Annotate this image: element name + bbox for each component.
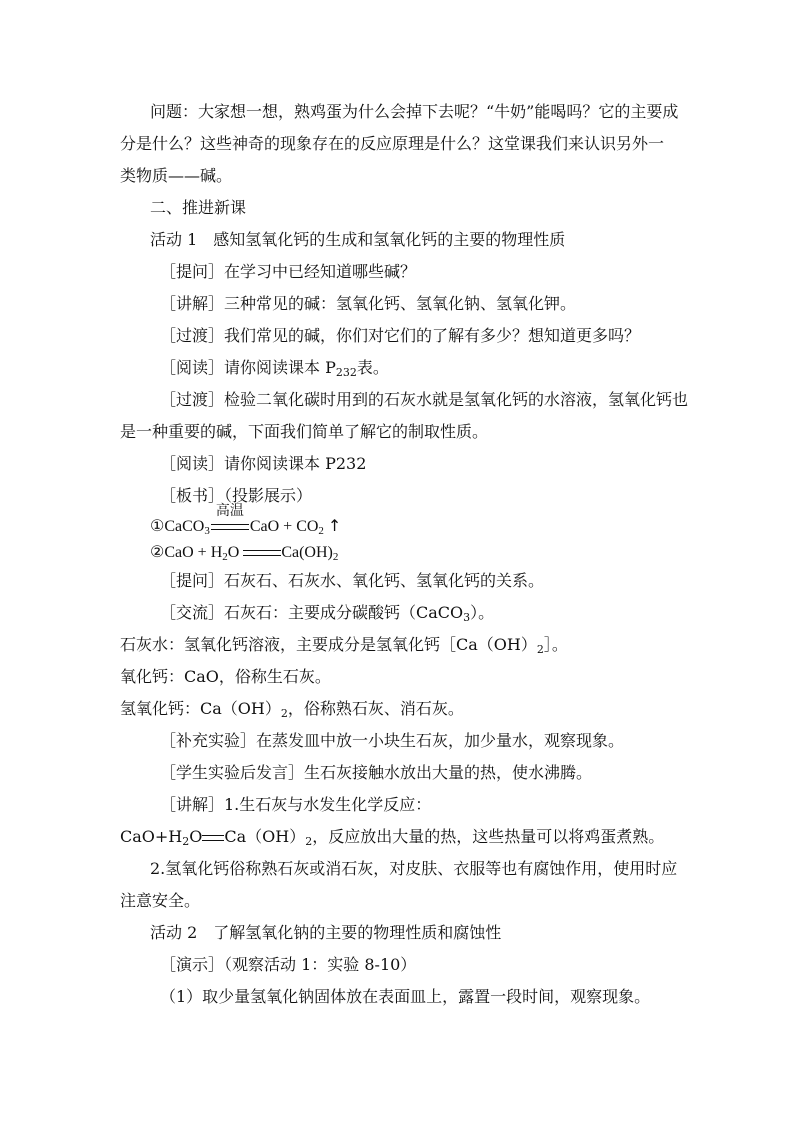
reaction-text: ，反应放出大量的热，这些热量可以将鸡蛋煮熟。	[312, 827, 665, 846]
equation-2-reactant-end: O	[227, 544, 240, 561]
calcium-hydroxide-subscript: 2	[280, 707, 288, 720]
equation-1-condition	[211, 503, 249, 537]
reaction-equals-sign	[202, 835, 224, 841]
equation-2-product-subscript: 2	[332, 551, 339, 563]
exchange-line	[160, 603, 494, 625]
equation-2-product: Ca(OH)	[281, 544, 333, 561]
exchange-text-end: ）。	[470, 603, 495, 622]
experiment-step-1: （1）取少量氢氧化钠固体放在表面皿上，露置一段时间，观察现象。	[160, 987, 651, 1006]
paragraph-question-line-3: 类物质——碱。	[120, 166, 233, 185]
transition-line: ［过渡］我们常见的碱，你们对它们的了解有多少？想知道更多吗？	[160, 326, 641, 345]
calcium-hydroxide-text-end: ，俗称熟石灰、消石灰。	[287, 699, 464, 718]
reaction-reactant-subscript: 2	[182, 835, 190, 848]
demonstration-line: ［演示］（观察活动 1：实验 8-10）	[160, 955, 417, 974]
note-line-2: 注意安全。	[120, 891, 201, 910]
transition-line-2: ［过渡］检验二氧化碳时用到的石灰水就是氢氧化钙的水溶液，氢氧化钙也	[160, 390, 689, 409]
reading-text: ［阅读］请你阅读课本 P	[160, 358, 336, 377]
reading-text-end: 表。	[356, 358, 389, 377]
equation-2-number: ②	[150, 544, 165, 561]
exchange-text: ［交流］石灰石：主要成分碳酸钙（CaCO	[160, 603, 464, 622]
student-statement-line: ［学生实验后发言］生石灰接触水放出大量的热，使水沸腾。	[160, 763, 593, 782]
equation-2	[150, 543, 338, 563]
question-line-2: ［提问］石灰石、石灰水、氧化钙、氢氧化钙的关系。	[160, 571, 545, 590]
explanation-line: ［讲解］三种常见的碱：氢氧化钙、氢氧化钠、氢氧化钾。	[160, 294, 577, 313]
equation-1-reactant-subscript: 3	[204, 525, 210, 537]
board-line: ［板书］（投影展示）	[160, 486, 313, 505]
reaction-reactant: CaO+H	[120, 827, 183, 846]
limewater-line	[120, 635, 568, 657]
calcium-hydroxide-text: 氢氧化钙：Ca（OH）	[120, 699, 281, 718]
equation-2-reactant: CaO + H	[164, 544, 223, 561]
section-heading: 二、推进新课	[150, 198, 247, 217]
equation-1-reactant: CaCO	[164, 518, 205, 535]
reading-line-1	[160, 358, 389, 380]
exchange-subscript: 3	[463, 611, 471, 624]
paragraph-question-line-2: 分是什么？这些神奇的现象存在的反应原理是什么？这堂课我们来认识另外一	[120, 134, 665, 153]
limewater-subscript: 2	[536, 643, 544, 656]
activity-1-heading: 活动 1 感知氢氧化钙的生成和氢氧化钙的主要的物理性质	[150, 230, 566, 249]
equation-2-reactant-subscript: 2	[222, 551, 228, 563]
reaction-line	[120, 827, 664, 849]
gas-arrow-icon: ↑	[327, 516, 342, 535]
equation-1-product-subscript: 2	[318, 525, 324, 537]
activity-2-heading: 活动 2 了解氢氧化钠的主要的物理性质和腐蚀性	[150, 923, 502, 942]
paragraph-question-line-1: 问题：大家想一想，熟鸡蛋为什么会掉下去呢？“牛奶”能喝吗？它的主要成	[150, 102, 679, 121]
reaction-reactant-end: O	[189, 827, 203, 846]
equation-2-equals-sign	[243, 550, 281, 556]
equation-1	[150, 503, 342, 537]
calcium-oxide-line: 氧化钙：CaO，俗称生石灰。	[120, 667, 331, 686]
equation-1-equals-sign	[211, 524, 249, 530]
equation-1-condition-label: 高温	[215, 503, 244, 519]
equation-1-product: CaO + CO	[249, 518, 319, 535]
reading-page-subscript: 232	[335, 366, 357, 379]
question-line: ［提问］在学习中已经知道哪些碱？	[160, 262, 417, 281]
reaction-product: Ca（OH）	[224, 827, 306, 846]
limewater-text: 石灰水：氢氧化钙溶液，主要成分是氢氧化钙［Ca（OH）	[120, 635, 537, 654]
limewater-text-end: ］。	[543, 635, 568, 654]
supplementary-experiment-line: ［补充实验］在蒸发皿中放一小块生石灰，加少量水，观察现象。	[160, 731, 625, 750]
reaction-product-subscript: 2	[305, 835, 313, 848]
equation-1-number: ①	[150, 518, 165, 535]
note-line-1: 2.氢氧化钙俗称熟石灰或消石灰，对皮肤、衣服等也有腐蚀作用，使用时应	[150, 859, 678, 878]
transition-line-2-cont: 是一种重要的碱，下面我们简单了解它的制取性质。	[120, 422, 489, 441]
calcium-hydroxide-line	[120, 699, 464, 721]
explanation-line-2: ［讲解］1.生石灰与水发生化学反应：	[160, 795, 432, 814]
reading-line-2: ［阅读］请你阅读课本 P232	[160, 454, 367, 473]
